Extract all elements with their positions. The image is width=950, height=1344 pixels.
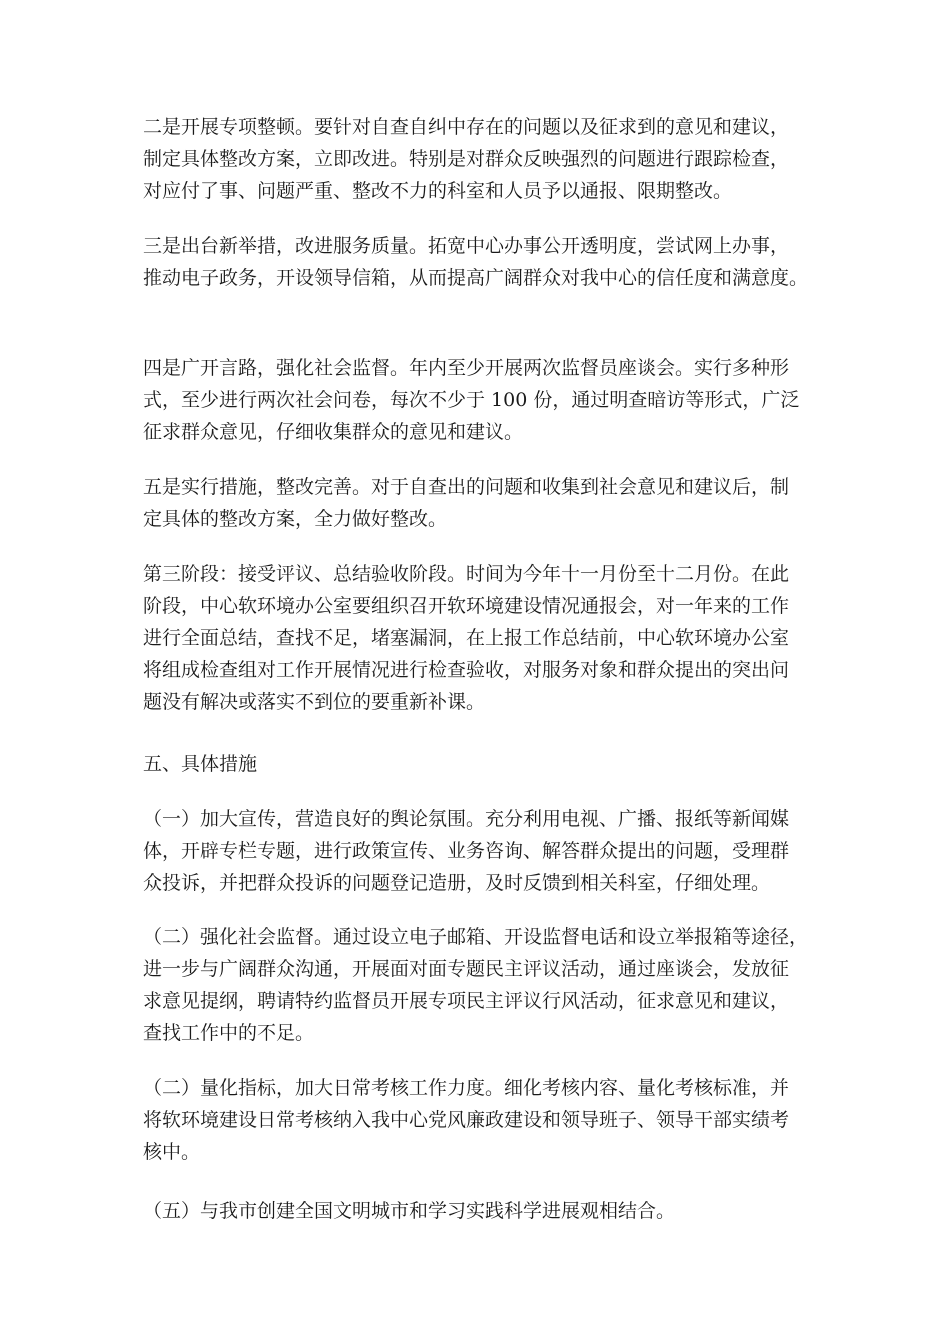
paragraph-measure-publicity: （一）加大宣传，营造良好的舆论氛围。充分利用电视、广播、报纸等新闻媒 体，开辟专栏专题，进行政策宣传、业务咨询、解答群众提出的问题，受理群 众投诉，并把群众投诉的问题登记造册，及时反馈到相关科室，仔细处理。 xyxy=(143,808,790,894)
paragraph-measure-civilized-city: （五）与我市创建全国文明城市和学习实践科学进展观相结合。 xyxy=(143,1200,676,1222)
paragraph-social-supervision: 四是广开言路，强化社会监督。年内至少开展两次监督员座谈会。实行多种形 式，至少进行两次社会问卷，每次不少于 100 份，通过明查暗访等形式，广泛 征求群众意见，仔细收集群众的意见和建议。 xyxy=(143,357,800,443)
paragraph-special-rectification: 二是开展专项整顿。要针对自查自纠中存在的问题以及征求到的意见和建议， 制定具体整改方案，立即改进。特别是对群众反映强烈的问题进行跟踪检查， 对应付了事、问题严重、整改不力的科室和人员予以通报、限期整改。 xyxy=(143,116,790,202)
paragraph-measure-indicators: （二）量化指标，加大日常考核工作力度。细化考核内容、量化考核标准，并 将软环境建设日常考核纳入我中心党风廉政建设和领导班子、领导干部实绩考 核中。 xyxy=(143,1077,790,1163)
paragraph-measure-supervision: （二）强化社会监督。通过设立电子邮箱、开设监督电话和设立举报箱等途径， 进一步与广阔群众沟通，开展面对面专题民主评议活动，通过座谈会，发放征 求意见提纲，聘请特约监督员开展专项民主评议行风活动，征求意见和建议， 查找工作中的不足。 xyxy=(143,926,809,1044)
paragraph-phase-three: 第三阶段：接受评议、总结验收阶段。时间为今年十一月份至十二月份。在此 阶段，中心软环境办公室要组织召开软环境建设情况通报会，对一年来的工作 进行全面总结，查找不足，堵塞漏洞，在上报工作总结前，中心软环境办公室 将组成检查组对工作开展情况进行检查验收，对服务对象和群众提出的突出问 题没有解决或落实不到位的要重新补课。 xyxy=(143,563,790,713)
section-heading-specific-measures: 五、具体措施 xyxy=(143,753,258,775)
paragraph-rectification: 五是实行措施，整改完善。对于自查出的问题和收集到社会意见和建议后，制 定具体的整改方案，全力做好整改。 xyxy=(143,476,790,530)
paragraph-new-measures: 三是出台新举措，改进服务质量。拓宽中心办事公开透明度，尝试网上办事， 推动电子政务，开设领导信箱，从而提高广阔群众对我中心的信任度和满意度。 xyxy=(143,235,809,289)
